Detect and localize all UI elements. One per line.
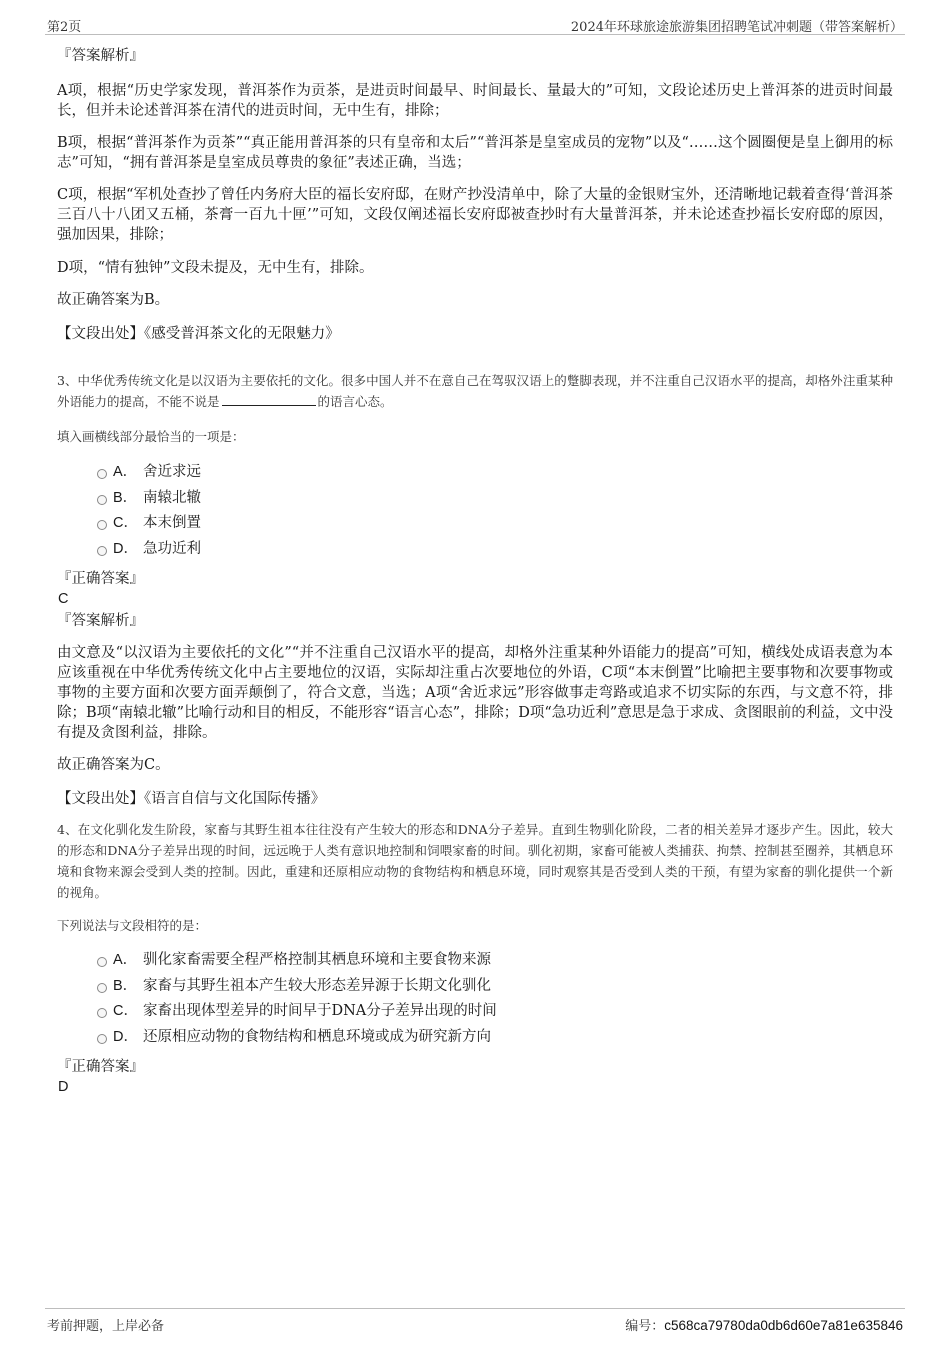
analysis-paragraph-c: C项，根据“军机处查抄了曾任内务府大臣的福长安府邸，在财产抄没清单中，除了大量的金银财宝外，还清晰地记载着查得‘普洱茶三百八十八团又五桶，茶膏一百九十匣’”可知，文段仅阐述福长安府邸被查抄时有大量普洱茶，并未论述查抄福长安府邸的原因，强加因果，排除； [57, 187, 893, 243]
question-3-stem: 3、中华优秀传统文化是以汉语为主要依托的文化。很多中国人并不在意自己在驾驭汉语上的蹩脚表现，并不注重自己汉语水平的提高，却格外注重某种外语能力的提高，不能不说是 的语言心态。 [57, 373, 893, 409]
question-3-options [57, 460, 893, 562]
page-content [57, 44, 893, 1096]
radio-button[interactable] [97, 520, 107, 530]
radio-button[interactable] [97, 546, 107, 556]
option-b[interactable]: B． 南辕北辙 [57, 486, 893, 512]
correct-answer-label: 『正确答案』 [57, 1059, 144, 1075]
analysis-paragraph-a: A项，根据“历史学家发现，普洱茶作为贡茶，是进贡时间最早、时间最长、量最大的”可知，文段论述历史上普洱茶的进贡时间最长，但并未论述普洱茶在清代的进贡时间，无中生有，排除； [57, 83, 893, 119]
page-header [45, 12, 905, 35]
analysis-label: 『答案解析』 [57, 613, 144, 629]
question-3-analysis: 由文意及“以汉语为主要依托的文化”“并不注重自己汉语水平的提高，却格外注重某种外语能力的提高”可知，横线处成语表意为本应该重视在中华优秀传统文化中占主要地位的汉语，实际却注重占次要地位的外语，C项“本末倒置”比喻把主要事物和次要事物或事物的主要方面和次要方面弄颠倒了，符合文意，当选；A项“舍近求远”形容做事走弯路或追求不切实际的东西，与文意不符，排除；B项“南辕北辙”比喻行动和目的相反，不能形容“语言心态”，排除；D项“急功近利”意思是急于求成、贪图眼前的利益，文中没有提及贪图利益，排除。 [57, 645, 893, 741]
page-footer [45, 1308, 905, 1333]
correct-answer: D [58, 1079, 69, 1095]
analysis-paragraph-d: D项，“情有独钟”文段未提及，无中生有，排除。 [57, 260, 374, 276]
correct-answer-label: 『正确答案』 [57, 571, 144, 587]
option-d[interactable]: D． 还原相应动物的食物结构和栖息环境或成为研究新方向 [57, 1025, 893, 1051]
footer-slogan: 考前押题，上岸必备 [47, 1319, 165, 1334]
conclusion: 故正确答案为B。 [57, 292, 170, 308]
option-c[interactable]: C． 本末倒置 [57, 511, 893, 537]
question-4-options [57, 948, 893, 1050]
document-title: 2024年环球旅途旅游集团招聘笔试冲刺题（带答案解析） [570, 20, 903, 35]
radio-button[interactable] [97, 469, 107, 479]
option-a[interactable]: A． 舍近求远 [57, 460, 893, 486]
radio-button[interactable] [97, 957, 107, 967]
radio-button[interactable] [97, 495, 107, 505]
radio-button[interactable] [97, 1008, 107, 1018]
question-4-stem: 4、在文化驯化发生阶段，家畜与其野生祖本往往没有产生较大的形态和DNA分子差异。直到生物驯化阶段，二者的相关差异才逐步产生。因此，较大的形态和DNA分子差异出现的时间，远远晚于人类有意识地控制和饲喂家畜的时间。驯化初期，家畜可能被人类捕获、拘禁、控制甚至圈养，其栖息环境和食物来源会受到人类的控制。因此，重建和还原相应动物的食物结构和栖息环境，同时观察其是否受到人类的干预，有望为家畜的驯化提供一个新的视角。 [57, 822, 893, 900]
radio-button[interactable] [97, 983, 107, 993]
conclusion: 故正确答案为C。 [57, 757, 170, 773]
option-d[interactable]: D． 急功近利 [57, 537, 893, 563]
correct-answer: C [58, 591, 69, 607]
analysis-label: 『答案解析』 [57, 48, 144, 64]
document-code: 编号：c568ca79780da0db6d60e7a81e635846 [625, 1318, 903, 1334]
analysis-paragraph-b: B项，根据“普洱茶作为贡茶”“真正能用普洱茶的只有皇帝和太后”“普洱茶是皇室成员的宠物”以及“……这个圆圈便是皇上御用的标志”可知，“拥有普洱茶是皇室成员尊贵的象征”表述正确，当选； [57, 135, 893, 171]
question-4-prompt: 下列说法与文段相符的是： [57, 918, 208, 933]
option-c[interactable]: C． 家畜出现体型差异的时间早于DNA分子差异出现的时间 [57, 999, 893, 1025]
source-citation: 【文段出处】《语言自信与文化国际传播》 [57, 791, 326, 807]
radio-button[interactable] [97, 1034, 107, 1044]
source-citation: 【文段出处】《感受普洱茶文化的无限魅力》 [57, 326, 340, 342]
question-3-prompt: 填入画横线部分最恰当的一项是： [57, 429, 245, 444]
option-a[interactable]: A． 驯化家畜需要全程严格控制其栖息环境和主要食物来源 [57, 948, 893, 974]
page-number: 第2页 [47, 20, 82, 35]
fill-blank [222, 393, 316, 406]
option-b[interactable]: B． 家畜与其野生祖本产生较大形态差异源于长期文化驯化 [57, 974, 893, 1000]
